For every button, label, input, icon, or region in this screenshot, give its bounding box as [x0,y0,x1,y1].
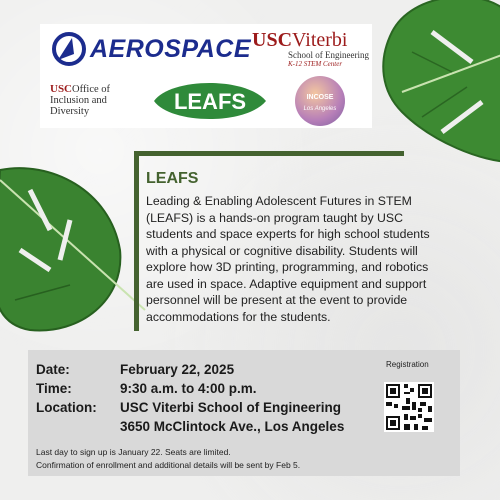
location-row [36,400,341,415]
incose-name: INCOSE [306,94,334,101]
qr-code-icon[interactable] [384,382,434,432]
leafs-logo [150,76,270,126]
aerospace-wordmark: AEROSPACE [90,34,252,63]
usc-office-logo [50,84,150,117]
program-title: LEAFS [146,170,199,187]
aerospace-logo-icon [52,32,86,66]
location-label: Location: [36,400,97,415]
time-row [36,381,257,396]
monstera-leaf-top-right [372,0,500,167]
usc-office-line1: Office of [72,84,111,95]
signup-note: Last day to sign up is January 22. Seats are limited. [36,447,231,457]
aerospace-logo [52,32,251,66]
usc-viterbi-name: Viterbi [292,29,348,51]
usc-office-usc: USC [50,83,73,95]
incose-logo [295,76,345,126]
frame-top-line [134,151,404,156]
leafs-logo-text: LEAFS [173,89,247,114]
usc-office-line3: Diversity [50,106,90,117]
usc-viterbi-center: K-12 STEM Center [288,60,343,68]
time-label: Time: [36,381,72,396]
usc-viterbi-logo [252,30,370,69]
date-value: February 22, 2025 [120,362,235,377]
date-row [36,362,234,377]
monstera-leaf-left [0,160,150,340]
location-line2: 3650 McClintock Ave., Los Angeles [120,419,345,434]
confirmation-note: Confirmation of enrollment and additional details will be sent by Feb 5. [36,460,301,470]
logo-panel [40,24,372,128]
usc-viterbi-usc: USC [252,29,293,51]
incose-chapter: Los Angeles [303,106,337,112]
event-info-panel [28,350,460,476]
frame-left-line [134,151,139,331]
usc-office-line2: Inclusion and [50,95,107,106]
time-value: 9:30 a.m. to 4:00 p.m. [120,381,257,396]
registration-label: Registration [386,360,429,369]
date-label: Date: [36,362,70,377]
usc-viterbi-school: School of Engineering [288,50,369,60]
program-description: Leading & Enabling Adolescent Futures in STEM (LEAFS) is a hands-on program taught by USC students and space experts for high school students with a physical or cognitive disability. Students will explore how 3D printing, programming, and robotics are used in space. Adaptive equipment and support personnel will be present at the event to provide accommodations for the students. [146,194,430,324]
location-line1: USC Viterbi School of Engineering [120,400,342,415]
